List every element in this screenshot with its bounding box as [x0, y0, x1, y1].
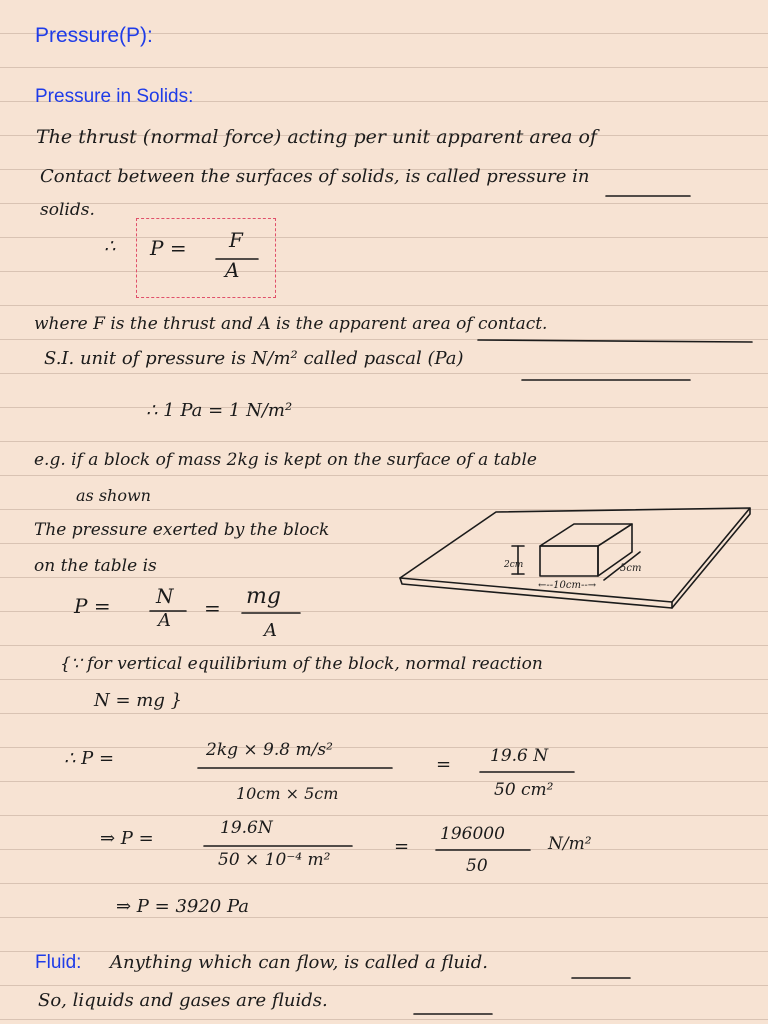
- calc3-unit: N/m²: [548, 834, 592, 854]
- block-front: [540, 546, 598, 576]
- calc3-denominator: 50 × 10⁻⁴ m²: [218, 850, 331, 870]
- where-line-3: ∴ 1 Pa = 1 N/m²: [146, 400, 293, 421]
- calc3-lhs: ⇒ P =: [100, 828, 154, 849]
- definition-line-3: solids.: [40, 200, 95, 220]
- calc3-result-numerator: 196000: [440, 824, 505, 844]
- calc2-result-denominator: 50 cm²: [494, 780, 554, 800]
- block-side: [598, 524, 632, 576]
- page-title: Pressure(P):: [35, 24, 153, 47]
- calc2-lhs: ∴ P =: [64, 748, 115, 769]
- calc3-result-denominator: 50: [466, 856, 488, 876]
- equilibrium-line-2: N = mg }: [94, 690, 183, 711]
- calc3-numerator: 19.6N: [220, 818, 273, 838]
- definition-line-2: Contact between the surfaces of solids, is called pressure in: [40, 166, 590, 187]
- calc1-mg-denominator: A: [264, 620, 277, 641]
- fluid-heading: Fluid:: [35, 952, 82, 973]
- calc1-n-denominator: A: [158, 610, 171, 631]
- width-dimension-line: [604, 552, 640, 580]
- calc2-numerator: 2kg × 9.8 m/s²: [206, 740, 333, 760]
- where-line-2: S.I. unit of pressure is N/m² called pascal (Pa): [44, 348, 464, 369]
- formula-lhs: P =: [150, 236, 187, 260]
- section-heading: Pressure in Solids:: [35, 86, 194, 107]
- diagram-length-label: ←--10cm--→: [538, 580, 597, 591]
- diagram-height-label: 2cm: [504, 560, 524, 570]
- definition-line-1: The thrust (normal force) acting per unit apparent area of: [36, 126, 597, 148]
- calc2-result-numerator: 19.6 N: [490, 746, 549, 766]
- example-line-3: The pressure exerted by the block: [34, 520, 330, 540]
- block-top: [540, 524, 632, 546]
- example-line-2: as shown: [76, 486, 151, 505]
- formula-denominator: A: [225, 258, 240, 282]
- calc1-n-numerator: N: [156, 584, 174, 608]
- calc1-mg-numerator: mg: [246, 584, 281, 609]
- calc3-equals: =: [394, 836, 410, 857]
- calc1-lhs: P =: [74, 594, 111, 618]
- therefore-symbol: ∴: [104, 236, 116, 257]
- example-line-1: e.g. if a block of mass 2kg is kept on the surface of a table: [34, 450, 537, 470]
- calc2-equals: =: [436, 754, 452, 775]
- calc1-equals: =: [204, 596, 221, 620]
- underline-apparent-area: [478, 340, 752, 342]
- fluid-line-1: Anything which can flow, is called a fluid.: [110, 952, 489, 973]
- where-line-1: where F is the thrust and A is the apparent area of contact.: [34, 314, 548, 334]
- fluid-line-2: So, liquids and gases are fluids.: [38, 990, 328, 1011]
- diagram-width-label: 5cm: [620, 563, 642, 574]
- equilibrium-line-1: {∵ for vertical equilibrium of the block, normal reaction: [60, 654, 543, 674]
- calc2-denominator: 10cm × 5cm: [236, 784, 339, 803]
- calc4-result: ⇒ P = 3920 Pa: [116, 896, 250, 917]
- formula-numerator: F: [229, 228, 243, 252]
- example-line-4: on the table is: [34, 556, 157, 576]
